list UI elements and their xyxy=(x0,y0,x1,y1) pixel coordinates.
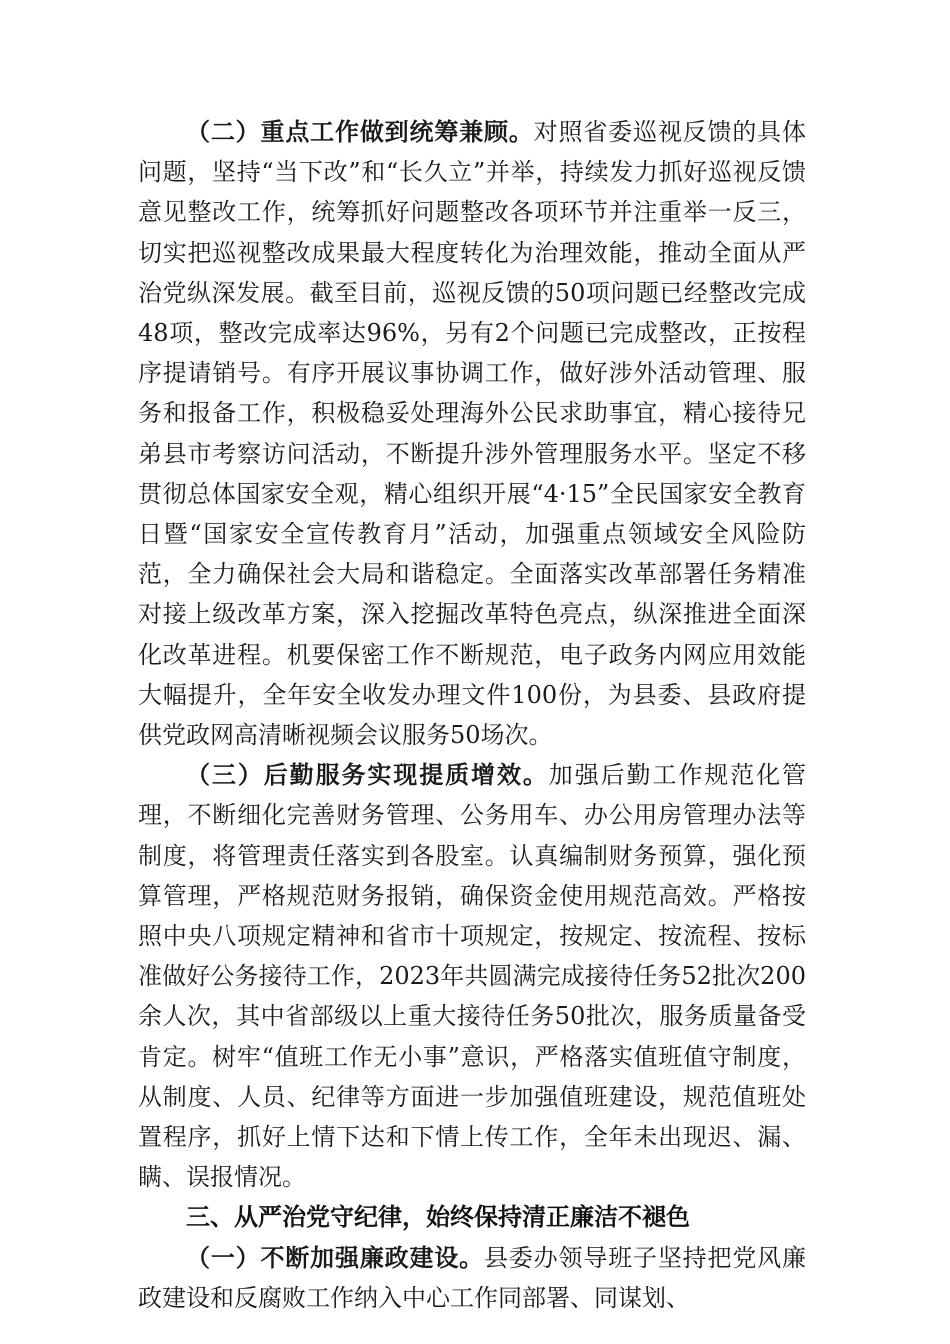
paragraph-lead: （三）后勤服务实现提质增效。 xyxy=(186,760,549,790)
paragraph-integrity-building xyxy=(138,1238,806,1318)
paragraph-lead: （一）不断加强廉政建设。 xyxy=(186,1242,484,1272)
paragraph-text: 县委办领导班子坚持把党风廉政建设和反腐败工作纳入中心工作同部署、同谋划、 xyxy=(138,1243,806,1312)
section-heading: 三、从严治党守纪律，始终保持清正廉洁不褪色 xyxy=(186,1203,690,1232)
paragraph-logistics-key-work xyxy=(138,112,806,755)
paragraph-text: 对照省委巡视反馈的具体问题，坚持“当下改”和“长久立”并举，持续发力抓好巡视反馈意见整改工作，统筹抓好问题整改各项环节并注重举一反三，切实把巡视整改成果最大程度转化为治理效能，推动全面从严治党纵深发展。截至目前，巡视反馈的50项问题已经整改完成48项，整改完成率达96%，另有2个问题已完成整改，正按程序提请销号。有序开展议事协调工作，做好涉外活动管理、服务和报备工作，积极稳妥处理海外公民求助事宜，精心接待兄弟县市考察访问活动，不断提升涉外管理服务水平。坚定不移贯彻总体国家安全观，精心组织开展“4·15”全民国家安全教育日暨“国家安全宣传教育月”活动，加强重点领域安全风险防范，全力确保社会大局和谐稳定。全面落实改革部署任务精准对接上级改革方案，深入挖掘改革特色亮点，纵深推进全面深化改革进程。机要保密工作不断规范，电子政务内网应用效能大幅提升，全年安全收发办理文件100份，为县委、县政府提供党政网高清晰视频会议服务50场次。 xyxy=(138,118,807,750)
document-body xyxy=(138,112,806,1318)
paragraph-text: 加强后勤工作规范化管理，不断细化完善财务管理、公务用车、办公用房管理办法等制度，将管理责任落实到各股室。认真编制财务预算，强化预算管理，严格规范财务报销，确保资金使用规范高效。严格按照中央八项规定精神和省市十项规定，按规定、按流程、按标准做好公务接待工作，2023年共圆满完成接待任务52批次200余人次，其中省部级以上重大接待任务50批次，服务质量备受肯定。树牢“值班工作无小事”意识，严格落实值班值守制度，从制度、人员、纪律等方面进一步加强值班建设，规范值班处置程序，抓好上情下达和下情上传工作，全年未出现迟、漏、瞒、误报情况。 xyxy=(138,761,807,1192)
paragraph-lead: （二）重点工作做到统筹兼顾。 xyxy=(186,117,534,146)
paragraph-logistics-service xyxy=(138,755,806,1197)
